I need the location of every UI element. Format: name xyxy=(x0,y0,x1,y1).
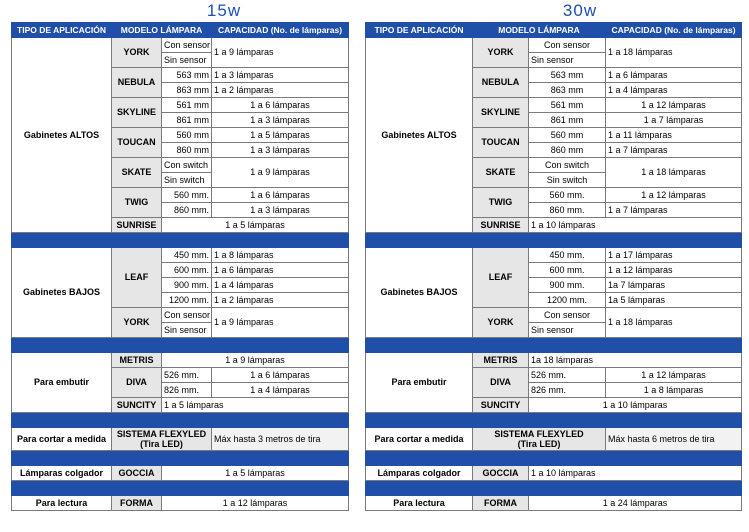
wattage-title-30w: 30w xyxy=(562,1,598,20)
capacity-cell: 1 a 12 lámparas xyxy=(606,98,742,113)
capacity-cell: 1 a 6 lámparas xyxy=(212,368,349,383)
capacity-cell: 1 a 12 lámparas xyxy=(162,496,349,511)
model-york: YORK xyxy=(112,38,162,68)
model-goccia: GOCCIA xyxy=(112,466,162,481)
capacity-cell: 1 a 6 lámparas xyxy=(606,68,742,83)
capacity-cell: 1 a 6 lámparas xyxy=(212,263,349,278)
model-name: SISTEMA FLEXYLED xyxy=(116,429,207,439)
capacity-cell: 1 a 11 lámparas xyxy=(606,128,742,143)
size-cell: 563 mm xyxy=(162,68,212,83)
size-cell: 560 mm xyxy=(162,128,212,143)
capacity-cell: Máx hasta 3 metros de tira xyxy=(212,428,349,451)
condition-cell: Sin switch xyxy=(529,173,606,188)
capacity-cell: 1 a 3 lámparas xyxy=(212,113,349,128)
size-cell: 863 mm xyxy=(529,83,606,98)
capacity-cell: 1 a 6 lámparas xyxy=(212,188,349,203)
capacity-cell: 1 a 6 lámparas xyxy=(212,98,349,113)
size-cell: 560 mm xyxy=(529,128,606,143)
section-separator xyxy=(366,481,742,496)
model-suncity: SUNCITY xyxy=(473,398,529,413)
model-metris: METRIS xyxy=(473,353,529,368)
capacity-cell: 1 a 7 lámparas xyxy=(606,113,742,128)
condition-cell: Sin sensor xyxy=(162,53,212,68)
condition-cell: Sin sensor xyxy=(529,53,606,68)
app-lamparas-colgador: Lámparas colgador xyxy=(12,466,112,481)
capacity-cell: 1 a 7 lámparas xyxy=(606,143,742,158)
size-cell: 900 mm. xyxy=(529,278,606,293)
header-capacity: CAPACIDAD (No. de lámparas) xyxy=(606,23,742,38)
size-cell: 826 mm. xyxy=(162,383,212,398)
size-cell: 560 mm. xyxy=(529,188,606,203)
section-separator xyxy=(366,338,742,353)
capacity-cell: 1 a 8 lámparas xyxy=(212,248,349,263)
model-diva: DIVA xyxy=(473,368,529,398)
model-leaf: LEAF xyxy=(473,248,529,308)
capacity-cell: 1 a 18 lámparas xyxy=(606,38,742,68)
capacity-cell: 1 a 18 lámparas xyxy=(606,308,742,338)
size-cell: 860 mm xyxy=(529,143,606,158)
capacity-cell: 1 a 3 lámparas xyxy=(212,143,349,158)
capacity-cell: 1a 7 lámparas xyxy=(606,278,742,293)
app-gabinetes-altos: Gabinetes ALTOS xyxy=(366,38,473,233)
model-toucan: TOUCAN xyxy=(473,128,529,158)
condition-cell: Con switch xyxy=(162,158,212,173)
section-separator xyxy=(366,233,742,248)
model-york: YORK xyxy=(112,308,162,338)
model-sistema-flexyled xyxy=(112,428,212,451)
capacity-cell: 1 a 9 lámparas xyxy=(212,158,349,188)
header-application: TIPO DE APLICACIÓN xyxy=(12,23,112,38)
model-forma: FORMA xyxy=(473,496,529,511)
model-skate: SKATE xyxy=(473,158,529,188)
capacity-cell: 1a 5 lámparas xyxy=(606,293,742,308)
size-cell: 860 mm. xyxy=(162,203,212,218)
capacity-cell: 1 a 12 lámparas xyxy=(606,368,742,383)
section-separator xyxy=(366,451,742,466)
section-separator xyxy=(12,338,349,353)
capacity-cell: 1 a 17 lámparas xyxy=(606,248,742,263)
model-twig: TWIG xyxy=(112,188,162,218)
capacity-cell: 1 a 10 lámparas xyxy=(529,398,742,413)
condition-cell: Sin sensor xyxy=(529,323,606,338)
model-skate: SKATE xyxy=(112,158,162,188)
model-suncity: SUNCITY xyxy=(112,398,162,413)
section-separator xyxy=(12,481,349,496)
capacity-cell: 1 a 5 lámparas xyxy=(162,398,349,413)
capacity-cell: 1 a 10 lámparas xyxy=(529,218,742,233)
capacity-cell: 1 a 18 lámparas xyxy=(606,158,742,188)
header-capacity: CAPACIDAD (No. de lámparas) xyxy=(212,23,349,38)
app-para-lectura: Para lectura xyxy=(366,496,473,511)
capacity-cell: 1 a 4 lámparas xyxy=(212,383,349,398)
model-nebula: NEBULA xyxy=(473,68,529,98)
size-cell: 861 mm xyxy=(162,113,212,128)
size-cell: 861 mm xyxy=(529,113,606,128)
capacity-cell: 1 a 5 lámparas xyxy=(162,466,349,481)
model-york: YORK xyxy=(473,308,529,338)
size-cell: 450 mm. xyxy=(162,248,212,263)
capacity-cell: 1a 18 lámparas xyxy=(529,353,742,368)
capacity-cell: 1 a 4 lámparas xyxy=(212,278,349,293)
section-separator xyxy=(12,233,349,248)
size-cell: 561 mm xyxy=(529,98,606,113)
size-cell: 860 mm. xyxy=(529,203,606,218)
size-cell: 1200 mm. xyxy=(529,293,606,308)
capacity-cell: 1 a 8 lámparas xyxy=(606,383,742,398)
size-cell: 826 mm. xyxy=(529,383,606,398)
capacity-cell: 1 a 9 lámparas xyxy=(212,38,349,68)
app-gabinetes-altos: Gabinetes ALTOS xyxy=(12,38,112,233)
app-para-cortar: Para cortar a medida xyxy=(366,428,473,451)
model-name: SISTEMA FLEXYLED xyxy=(494,429,584,439)
condition-cell: Con sensor xyxy=(162,308,212,323)
capacity-cell: 1 a 5 lámparas xyxy=(212,128,349,143)
capacity-cell: 1 a 12 lámparas xyxy=(606,188,742,203)
app-lamparas-colgador: Lámparas colgador xyxy=(366,466,473,481)
model-leaf: LEAF xyxy=(112,248,162,308)
table-header-row xyxy=(12,23,349,38)
model-goccia: GOCCIA xyxy=(473,466,529,481)
capacity-cell: 1 a 2 lámparas xyxy=(212,293,349,308)
model-forma: FORMA xyxy=(112,496,162,511)
size-cell: 1200 mm. xyxy=(162,293,212,308)
section-separator xyxy=(12,413,349,428)
capacity-cell: Máx hasta 6 metros de tira xyxy=(606,428,742,451)
capacity-table-15w xyxy=(11,22,349,511)
size-cell: 526 mm. xyxy=(162,368,212,383)
capacity-cell: 1 a 3 lámparas xyxy=(212,203,349,218)
wattage-title-15w: 15w xyxy=(206,1,242,20)
section-separator xyxy=(366,413,742,428)
header-application: TIPO DE APLICACIÓN xyxy=(366,23,473,38)
model-subtitle: (Tira LED) xyxy=(140,439,183,449)
size-cell: 600 mm. xyxy=(529,263,606,278)
capacity-cell: 1 a 9 lámparas xyxy=(162,353,349,368)
size-cell: 600 mm. xyxy=(162,263,212,278)
capacity-cell: 1 a 24 lámparas xyxy=(529,496,742,511)
model-sunrise: SUNRISE xyxy=(112,218,162,233)
model-sistema-flexyled xyxy=(473,428,606,451)
app-para-embutir: Para embutir xyxy=(366,353,473,413)
model-nebula: NEBULA xyxy=(112,68,162,98)
size-cell: 860 mm xyxy=(162,143,212,158)
size-cell: 563 mm xyxy=(529,68,606,83)
model-skyline: SKYLINE xyxy=(112,98,162,128)
model-skyline: SKYLINE xyxy=(473,98,529,128)
condition-cell: Con switch xyxy=(529,158,606,173)
table-header-row xyxy=(366,23,742,38)
model-york: YORK xyxy=(473,38,529,68)
app-para-embutir: Para embutir xyxy=(12,353,112,413)
model-subtitle: (Tira LED) xyxy=(517,439,561,449)
capacity-cell: 1 a 4 lámparas xyxy=(606,83,742,98)
model-sunrise: SUNRISE xyxy=(473,218,529,233)
header-model: MODELO LÁMPARA xyxy=(112,23,212,38)
condition-cell: Sin switch xyxy=(162,173,212,188)
capacity-cell: 1 a 5 lámparas xyxy=(162,218,349,233)
size-cell: 526 mm. xyxy=(529,368,606,383)
condition-cell: Sin sensor xyxy=(162,323,212,338)
app-gabinetes-bajos: Gabinetes BAJOS xyxy=(12,248,112,338)
model-metris: METRIS xyxy=(112,353,162,368)
model-toucan: TOUCAN xyxy=(112,128,162,158)
size-cell: 560 mm. xyxy=(162,188,212,203)
app-gabinetes-bajos: Gabinetes BAJOS xyxy=(366,248,473,338)
condition-cell: Con sensor xyxy=(529,308,606,323)
model-diva: DIVA xyxy=(112,368,162,398)
capacity-cell: 1 a 10 lámparas xyxy=(529,466,742,481)
capacity-cell: 1 a 3 lámparas xyxy=(212,68,349,83)
size-cell: 900 mm. xyxy=(162,278,212,293)
capacity-cell: 1 a 2 lámparas xyxy=(212,83,349,98)
condition-cell: Con sensor xyxy=(162,38,212,53)
size-cell: 561 mm xyxy=(162,98,212,113)
size-cell: 863 mm xyxy=(162,83,212,98)
section-separator xyxy=(12,451,349,466)
header-model: MODELO LÁMPARA xyxy=(473,23,606,38)
capacity-cell: 1 a 7 lámparas xyxy=(606,203,742,218)
model-twig: TWIG xyxy=(473,188,529,218)
app-para-cortar: Para cortar a medida xyxy=(12,428,112,451)
size-cell: 450 mm. xyxy=(529,248,606,263)
capacity-cell: 1 a 9 lámparas xyxy=(212,308,349,338)
condition-cell: Con sensor xyxy=(529,38,606,53)
capacity-table-30w xyxy=(365,22,742,511)
capacity-cell: 1 a 12 lámparas xyxy=(606,263,742,278)
app-para-lectura: Para lectura xyxy=(12,496,112,511)
